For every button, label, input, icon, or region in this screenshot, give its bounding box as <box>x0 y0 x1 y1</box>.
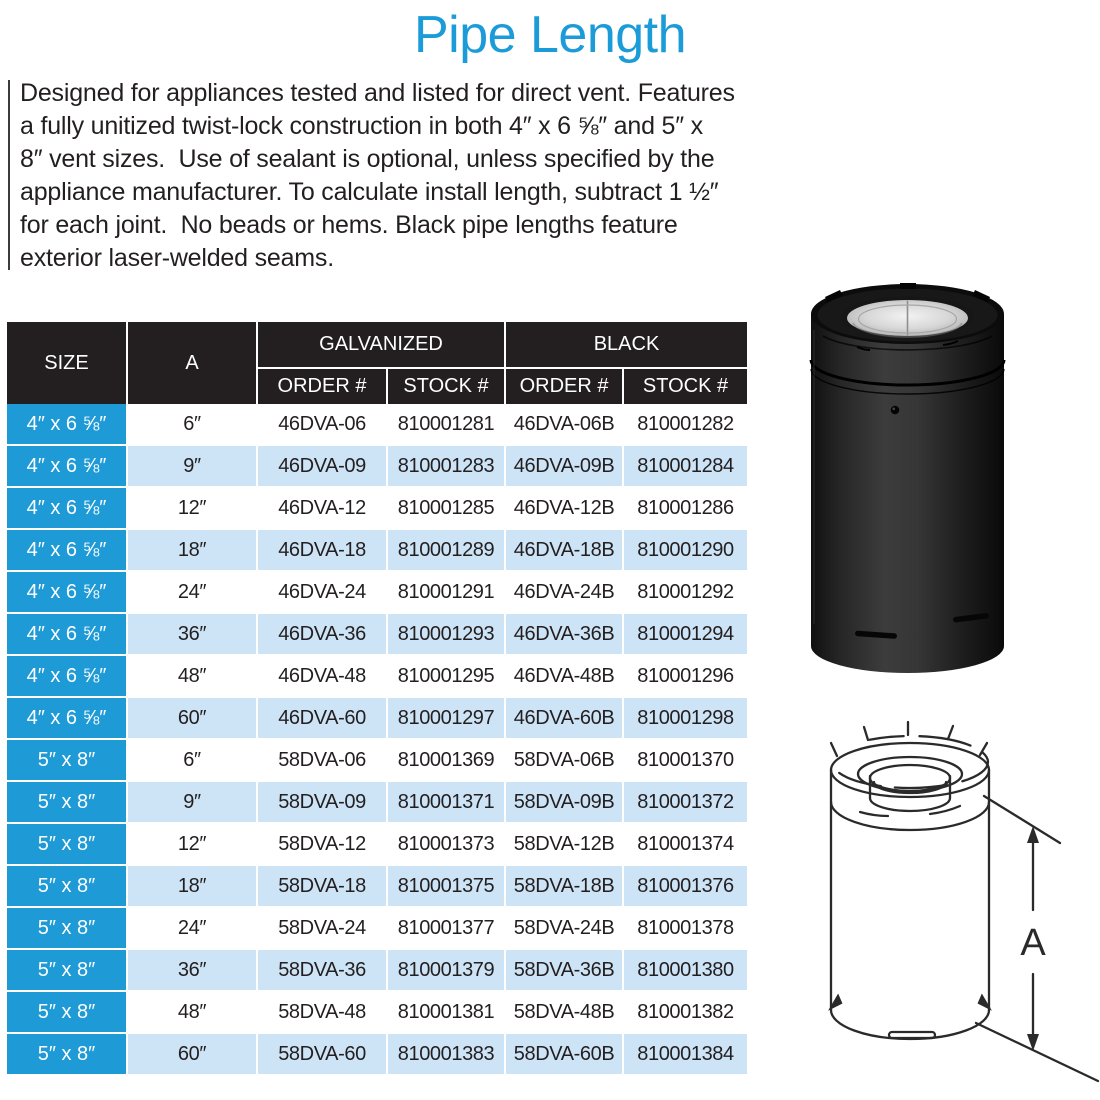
cell-black-order: 58DVA-24B <box>505 907 623 949</box>
cell-galvanized-stock: 810001375 <box>387 865 505 907</box>
cell-galvanized-order: 46DVA-06 <box>257 404 387 445</box>
header-black-stock: STOCK # <box>623 368 747 404</box>
header-black-order: ORDER # <box>505 368 623 404</box>
table-row <box>7 655 747 697</box>
table-row <box>7 571 747 613</box>
description-line: a fully unitized twist-lock construction in both 4″ x 6 ⅝″ and 5″ x <box>20 112 703 140</box>
dimension-label: A <box>1020 922 1046 964</box>
pipe-photo-image <box>805 268 1010 688</box>
cell-galvanized-stock: 810001373 <box>387 823 505 865</box>
cell-size: 5″ x 8″ <box>7 907 127 949</box>
cell-galvanized-stock: 810001371 <box>387 781 505 823</box>
pipe-dimension-drawing <box>790 712 1100 1100</box>
cell-galvanized-order: 58DVA-60 <box>257 1033 387 1075</box>
cell-a: 9″ <box>127 445 257 487</box>
cell-galvanized-stock: 810001383 <box>387 1033 505 1075</box>
cell-a: 48″ <box>127 991 257 1033</box>
cell-galvanized-order: 58DVA-12 <box>257 823 387 865</box>
cell-black-stock: 810001298 <box>623 697 747 739</box>
description-line: Designed for appliances tested and listed for direct vent. Features <box>20 79 735 107</box>
cell-size: 5″ x 8″ <box>7 949 127 991</box>
cell-black-order: 46DVA-18B <box>505 529 623 571</box>
cell-a: 48″ <box>127 655 257 697</box>
cell-black-order: 46DVA-24B <box>505 571 623 613</box>
cell-black-stock: 810001370 <box>623 739 747 781</box>
cell-size: 4″ x 6 ⅝″ <box>7 404 127 445</box>
cell-black-stock: 810001286 <box>623 487 747 529</box>
description <box>20 77 840 275</box>
cell-a: 18″ <box>127 529 257 571</box>
header-group-galvanized: GALVANIZED <box>257 322 505 368</box>
table-row <box>7 613 747 655</box>
cell-galvanized-order: 46DVA-24 <box>257 571 387 613</box>
table-body <box>7 404 747 1075</box>
table-row <box>7 991 747 1033</box>
cell-galvanized-stock: 810001295 <box>387 655 505 697</box>
description-line: for each joint. No beads or hems. Black pipe lengths feature <box>20 211 678 239</box>
cell-black-order: 46DVA-60B <box>505 697 623 739</box>
cell-black-stock: 810001382 <box>623 991 747 1033</box>
cell-galvanized-order: 58DVA-24 <box>257 907 387 949</box>
cell-size: 5″ x 8″ <box>7 1033 127 1075</box>
description-line: appliance manufacturer. To calculate install length, subtract 1 ½″ <box>20 178 719 206</box>
cell-galvanized-order: 58DVA-09 <box>257 781 387 823</box>
table-row <box>7 1033 747 1075</box>
cell-galvanized-stock: 810001291 <box>387 571 505 613</box>
cell-black-order: 46DVA-12B <box>505 487 623 529</box>
paragraph-left-rule <box>8 80 10 270</box>
cell-galvanized-order: 46DVA-18 <box>257 529 387 571</box>
table-row <box>7 697 747 739</box>
cell-black-stock: 810001294 <box>623 613 747 655</box>
cell-galvanized-order: 46DVA-09 <box>257 445 387 487</box>
table-row <box>7 949 747 991</box>
table-row <box>7 823 747 865</box>
cell-galvanized-stock: 810001369 <box>387 739 505 781</box>
page-title: Pipe Length <box>413 6 687 64</box>
cell-size: 4″ x 6 ⅝″ <box>7 697 127 739</box>
cell-black-stock: 810001378 <box>623 907 747 949</box>
cell-black-stock: 810001376 <box>623 865 747 907</box>
cell-black-order: 46DVA-06B <box>505 404 623 445</box>
table-row <box>7 487 747 529</box>
cell-black-stock: 810001290 <box>623 529 747 571</box>
cell-black-order: 46DVA-09B <box>505 445 623 487</box>
cell-black-order: 58DVA-09B <box>505 781 623 823</box>
cell-size: 4″ x 6 ⅝″ <box>7 445 127 487</box>
cell-black-stock: 810001292 <box>623 571 747 613</box>
cell-size: 5″ x 8″ <box>7 865 127 907</box>
header-size: SIZE <box>7 322 127 404</box>
cell-black-order: 46DVA-48B <box>505 655 623 697</box>
cell-black-order: 58DVA-06B <box>505 739 623 781</box>
table-row <box>7 865 747 907</box>
cell-galvanized-order: 46DVA-48 <box>257 655 387 697</box>
cell-galvanized-order: 58DVA-06 <box>257 739 387 781</box>
cell-a: 18″ <box>127 865 257 907</box>
header-galvanized-stock: STOCK # <box>387 368 505 404</box>
cell-black-stock: 810001282 <box>623 404 747 445</box>
cell-galvanized-order: 46DVA-60 <box>257 697 387 739</box>
cell-black-stock: 810001296 <box>623 655 747 697</box>
cell-a: 6″ <box>127 404 257 445</box>
table-row <box>7 404 747 445</box>
cell-a: 24″ <box>127 907 257 949</box>
cell-galvanized-stock: 810001381 <box>387 991 505 1033</box>
cell-size: 5″ x 8″ <box>7 991 127 1033</box>
table-row <box>7 739 747 781</box>
cell-galvanized-stock: 810001281 <box>387 404 505 445</box>
table-header <box>7 322 747 404</box>
header-a: A <box>127 322 257 404</box>
cell-galvanized-order: 46DVA-12 <box>257 487 387 529</box>
cell-a: 12″ <box>127 823 257 865</box>
cell-black-stock: 810001284 <box>623 445 747 487</box>
cell-galvanized-order: 58DVA-48 <box>257 991 387 1033</box>
cell-black-order: 58DVA-48B <box>505 991 623 1033</box>
cell-a: 60″ <box>127 1033 257 1075</box>
cell-black-stock: 810001372 <box>623 781 747 823</box>
cell-galvanized-order: 58DVA-18 <box>257 865 387 907</box>
cell-black-order: 58DVA-12B <box>505 823 623 865</box>
cell-a: 24″ <box>127 571 257 613</box>
cell-galvanized-order: 58DVA-36 <box>257 949 387 991</box>
cell-size: 4″ x 6 ⅝″ <box>7 487 127 529</box>
table-row <box>7 907 747 949</box>
cell-galvanized-stock: 810001285 <box>387 487 505 529</box>
cell-size: 5″ x 8″ <box>7 823 127 865</box>
cell-size: 4″ x 6 ⅝″ <box>7 529 127 571</box>
cell-galvanized-stock: 810001379 <box>387 949 505 991</box>
description-line: exterior laser-welded seams. <box>20 244 334 272</box>
cell-size: 4″ x 6 ⅝″ <box>7 655 127 697</box>
cell-black-order: 58DVA-60B <box>505 1033 623 1075</box>
cell-black-order: 46DVA-36B <box>505 613 623 655</box>
description-line: 8″ vent sizes. Use of sealant is optional, unless specified by the <box>20 145 715 173</box>
cell-galvanized-stock: 810001377 <box>387 907 505 949</box>
cell-a: 36″ <box>127 949 257 991</box>
cell-galvanized-stock: 810001283 <box>387 445 505 487</box>
cell-size: 4″ x 6 ⅝″ <box>7 613 127 655</box>
cell-size: 5″ x 8″ <box>7 781 127 823</box>
cell-size: 4″ x 6 ⅝″ <box>7 571 127 613</box>
pipe-length-table <box>7 322 747 1076</box>
cell-black-stock: 810001374 <box>623 823 747 865</box>
header-group-black: BLACK <box>505 322 747 368</box>
cell-galvanized-order: 46DVA-36 <box>257 613 387 655</box>
cell-black-order: 58DVA-18B <box>505 865 623 907</box>
header-galvanized-order: ORDER # <box>257 368 387 404</box>
cell-black-order: 58DVA-36B <box>505 949 623 991</box>
cell-black-stock: 810001380 <box>623 949 747 991</box>
cell-a: 60″ <box>127 697 257 739</box>
pipe-line-drawing <box>790 712 1100 1100</box>
table-row <box>7 529 747 571</box>
cell-galvanized-stock: 810001289 <box>387 529 505 571</box>
cell-galvanized-stock: 810001297 <box>387 697 505 739</box>
cell-size: 5″ x 8″ <box>7 739 127 781</box>
table-row <box>7 781 747 823</box>
cell-black-stock: 810001384 <box>623 1033 747 1075</box>
cell-a: 36″ <box>127 613 257 655</box>
table-row <box>7 445 747 487</box>
pipe-photo <box>805 268 1010 688</box>
cell-galvanized-stock: 810001293 <box>387 613 505 655</box>
cell-a: 9″ <box>127 781 257 823</box>
cell-a: 12″ <box>127 487 257 529</box>
cell-a: 6″ <box>127 739 257 781</box>
